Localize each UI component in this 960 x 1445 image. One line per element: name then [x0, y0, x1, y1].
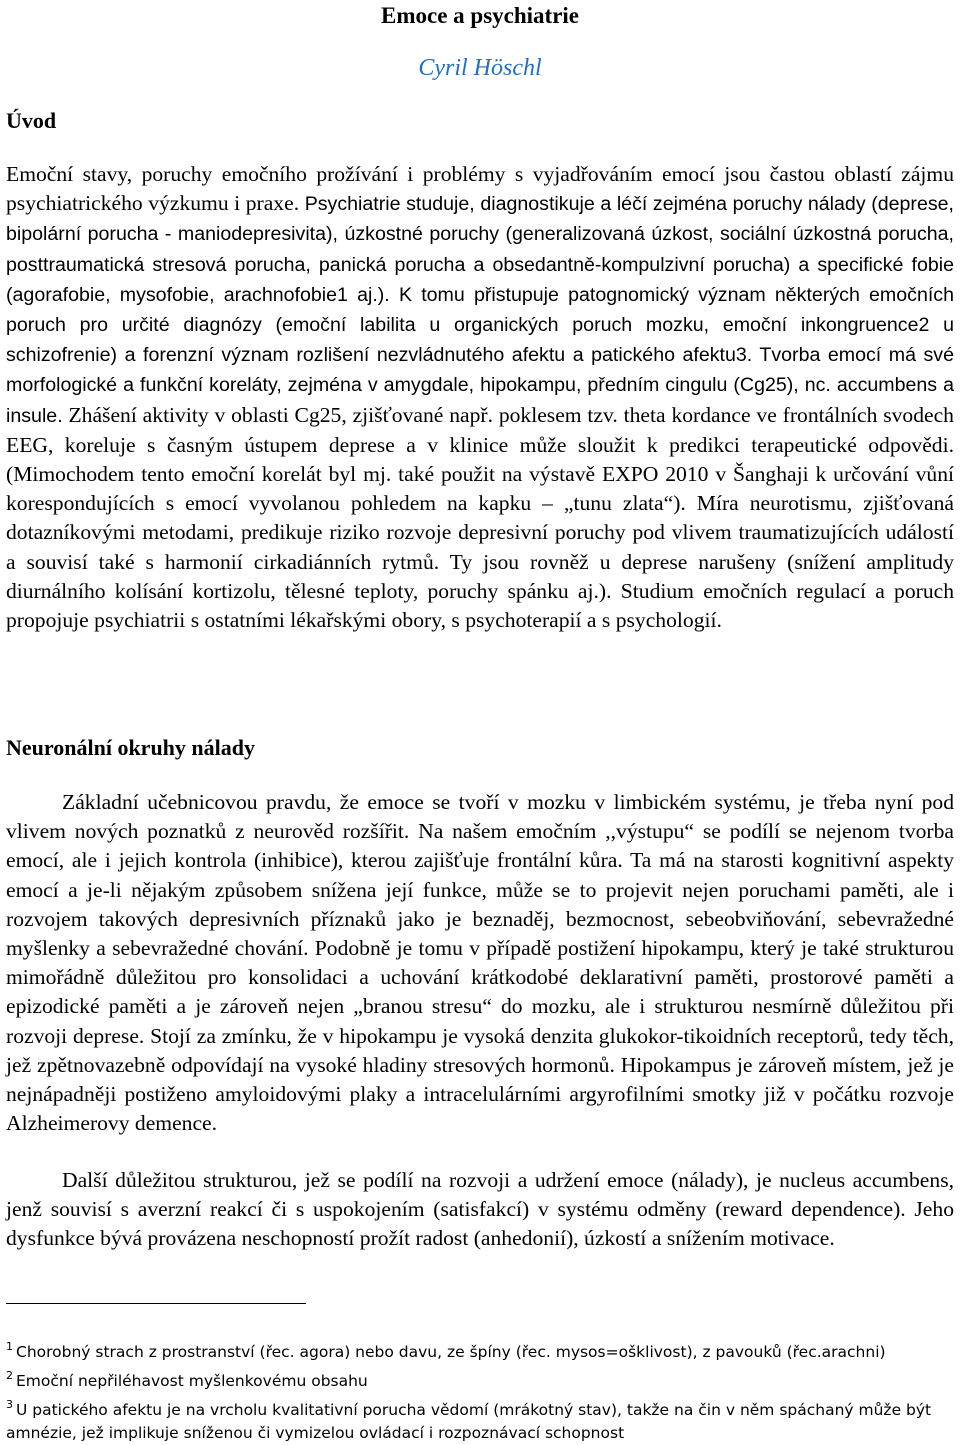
footnote-text: Chorobný strach z prostranství (řec. agora) nebo davu, ze špíny (řec. mysos=ošklivost), z pavouků (řec.arachni) — [16, 1343, 886, 1361]
intro-text-part3: K tomu přistupuje patognomický význam některých emočních poruch pro určité diagnózy (emoční labilita u organických poruch mozku, emoční inkongruence2 u schizofrenie) a forenzní význam rozlišení nezvládnutého afektu a patického afektu3. Tvorba emocí má své morfologické a funkční koreláty, zejména v amygdale, hipokampu, předním cingulu (Cg25), nc. accumbens a insule. — [6, 283, 954, 427]
neuro-paragraph-2: Další důležitou strukturou, jež se podílí na rozvoji a udržení emoce (nálady), je nucleus accumbens, jenž souvisí s averzní reakcí či s uspokojením (satisfakcí) v systému odměny (reward dependence). Jeho dysfunkce bývá provázena neschopností prožít radost (anhedonií), úzkostí a snížením motivace. — [6, 1168, 954, 1251]
section-heading-intro: Úvod — [6, 108, 57, 133]
footnote-separator — [6, 1303, 306, 1304]
footnote-1 — [6, 1335, 954, 1364]
footnotes — [6, 1335, 954, 1445]
intro-text-part2: Psychiatrie studuje, diagnostikuje a léčí zejména poruchy nálady (deprese, bipolární porucha - maniodepresivita), úzkostné poruchy (generalizovaná úzkost, sociální úzkostná porucha, posttraumatická stresová porucha, panická porucha a obsedantně-kompulzivní porucha) a specifické fobie (agorafobie, mysofobie, arachnofobie1 aj.). — [6, 193, 954, 306]
footnote-text: Emoční nepřiléhavost myšlenkovému obsahu — [16, 1372, 368, 1390]
footnote-number: 2 — [6, 1369, 13, 1382]
intro-paragraph — [6, 160, 954, 635]
document-author: Cyril Höschl — [418, 55, 542, 81]
neuro-paragraph-1: Základní učebnicovou pravdu, že emoce se tvoří v mozku v limbickém systému, je třeba nyní pod vlivem nových poznatků z neurověd rozšířit. Na našem emočním ,,výstupu“ se podílí se nejenom tvorba emocí, ale i jejich kontrola (inhibice), kterou zajišťuje frontální kůra. Ta má na starosti kognitivní aspekty emocí a je-li nějakým způsobem snížena její funkce, může se to projevit nejen poruchami paměti, ale i rozvojem takových depresivních příznaků jako je beznaděj, bezmocnost, sebeobviňování, sebevražedné myšlenky a sebevražedné chování. Podobně je tomu v případě postižení hipokampu, který je také strukturou mimořádně důležitou pro konsolidaci a uchování krátkodobé deklarativní paměti, prostorové paměti a epizodické paměti a je zároveň nejen „branou stresu“ do mozku, ale i strukturou nesmírně důležitou při rozvoji deprese. Stojí za zmínku, že v hipokampu je vysoká denzita glukokor-tikoidních receptorů, tedy těch, jež zpětnovazebně odpovídají na vysoké hladiny stresových hormonů. Hipokampus je zároveň místem, jež je nejnápadněji postiženo amyloidovými plaky a intracelulárními argyrofilními smotky již v počátku rozvoje Alzheimerovy demence. — [6, 790, 954, 1136]
section-heading-neuro: Neuronální okruhy nálady — [6, 735, 256, 760]
footnote-3 — [6, 1393, 954, 1445]
intro-text-part1: Emoční stavy, poruchy emočního prožívání i problémy s vyjadřováním emocí jsou častou oblastí zájmu psychiatrického výzkumu i praxe. — [6, 162, 954, 216]
footnote-number: 3 — [6, 1398, 13, 1411]
intro-text-part4: Zhášení aktivity v oblasti Cg25, zjišťované např. poklesem tzv. — [62, 402, 618, 427]
footnote-2 — [6, 1364, 954, 1393]
footnote-text: U patického afektu je na vrcholu kvalitativní porucha vědomí (mrákotný stav), takže na čin v něm spáchaný může být amnézie, jež implikuje sníženou či vymizelou ovládací i rozpoznávací schopnost — [6, 1401, 932, 1442]
document-title: Emoce a psychiatrie — [380, 3, 579, 28]
intro-text-part5: theta kordance ve frontálních svodech EEG, koreluje s časným ústupem deprese a v klinice může sloužit k predikci terapeutické odpovědi. (Mimochodem tento emoční korelát byl mj. také použit na výstavě EXPO 2010 v Šanghaji k určování vůní korespondujících s emocí vyvolanou pohledem na kapku – „tunu zlata“). Míra neurotismu, zjišťovaná dotazníkovými metodami, predikuje riziko rozvoje depresivní poruchy pod vlivem traumatizujících událostí a souvisí také s harmonií cirkadiánních rytmů. Ty jsou rovněž u deprese narušeny (snížení amplitudy diurnálního kolísání kortizolu, tělesné teploty, poruchy spánku aj.). Studium emočních regulací a poruch propojuje psychiatrii s ostatními lékařskými obory, s psychoterapií a s psychologií. — [6, 402, 954, 633]
footnote-number: 1 — [6, 1340, 13, 1353]
